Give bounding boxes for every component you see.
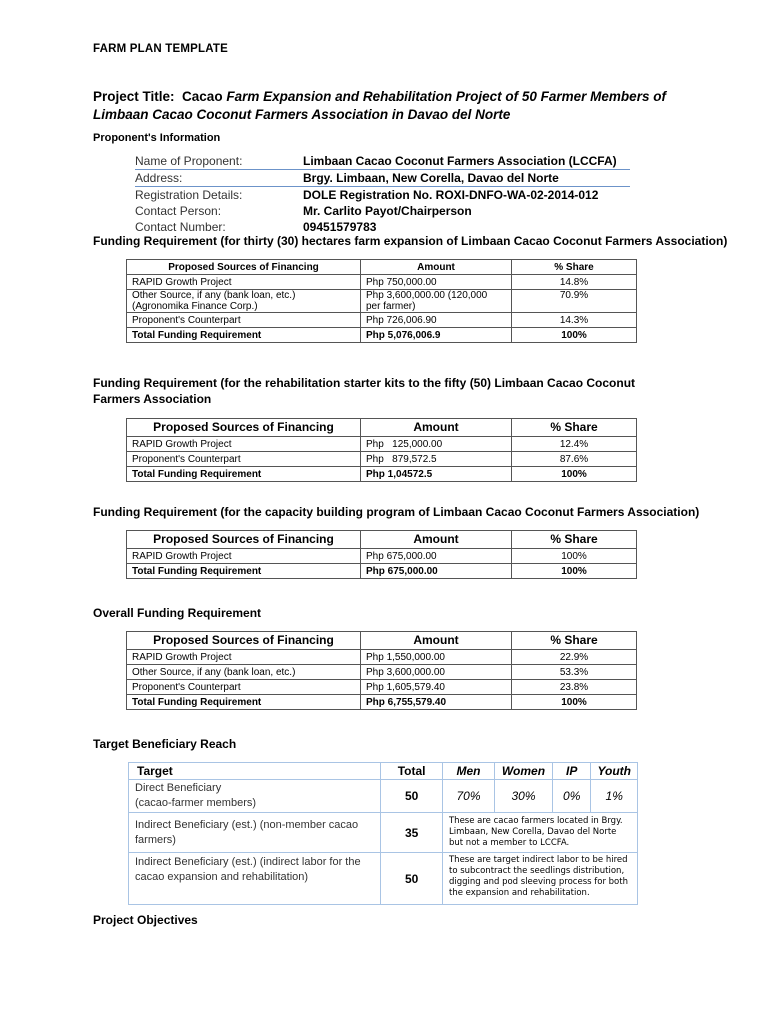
table-row bbox=[127, 290, 637, 313]
header-cell: Amount bbox=[361, 260, 512, 275]
table-header-row bbox=[127, 531, 637, 549]
header-cell: % Share bbox=[512, 632, 637, 650]
table-cell: RAPID Growth Project bbox=[127, 650, 361, 665]
table-cell: Total Funding Requirement bbox=[127, 564, 361, 579]
proponent-row bbox=[135, 153, 630, 169]
header-cell: % Share bbox=[512, 531, 637, 549]
total-row bbox=[127, 467, 637, 482]
table-row bbox=[127, 650, 637, 665]
table-row bbox=[129, 780, 638, 813]
table-cell: 12.4% bbox=[512, 437, 637, 452]
table-cell bbox=[127, 290, 361, 313]
table-cell: 87.6% bbox=[512, 452, 637, 467]
proponent-value: Limbaan Cacao Coconut Farmers Association (LCCFA) bbox=[303, 154, 617, 168]
total-cell: 50 bbox=[381, 853, 443, 905]
cell-line: (Agronomika Finance Corp.) bbox=[132, 301, 258, 312]
proponent-key: Name of Proponent: bbox=[135, 154, 243, 168]
header-cell: Amount bbox=[361, 531, 512, 549]
table-cell: 100% bbox=[512, 695, 637, 710]
total-row bbox=[127, 564, 637, 579]
women-cell: 30% bbox=[495, 780, 553, 813]
table-row bbox=[127, 549, 637, 564]
table-cell: Other Source, if any (bank loan, etc.) bbox=[127, 665, 361, 680]
total-cell: 50 bbox=[381, 780, 443, 813]
proponent-value: Brgy. Limbaan, New Corella, Davao del Norte bbox=[303, 171, 559, 185]
table-header-row bbox=[127, 632, 637, 650]
target-line: Direct Beneficiary bbox=[135, 782, 222, 794]
proponent-value: 09451579783 bbox=[303, 220, 377, 234]
table-cell: Total Funding Requirement bbox=[127, 695, 361, 710]
header-cell: Total bbox=[381, 763, 443, 780]
header-cell: Youth bbox=[591, 763, 638, 780]
proponent-info bbox=[135, 153, 630, 235]
table-cell: Php 125,000.00 bbox=[361, 437, 512, 452]
beneficiary-table bbox=[128, 762, 638, 905]
table-cell: Proponent's Counterpart bbox=[127, 680, 361, 695]
target-cell: Indirect Beneficiary (est.) (non-member cacao farmers) bbox=[129, 813, 381, 853]
table-cell: Total Funding Requirement bbox=[127, 467, 361, 482]
project-title-label: Project Title: bbox=[93, 89, 175, 104]
header-cell: IP bbox=[552, 763, 591, 780]
table-cell: RAPID Growth Project bbox=[127, 549, 361, 564]
table-cell: Php 6,755,579.40 bbox=[361, 695, 512, 710]
cell-line: Other Source, if any (bank loan, etc.) bbox=[132, 290, 296, 301]
table-cell: 70.9% bbox=[512, 290, 637, 313]
cell-line: Php 3,600,000.00 (120,000 bbox=[366, 290, 488, 301]
note-cell: These are target indirect labor to be hired to subcontract the seedlings distribution, digging and pod sleeving process for both the expansion and rehabilitation. bbox=[442, 853, 637, 905]
table-header-row bbox=[127, 419, 637, 437]
table-cell: Php 879,572.5 bbox=[361, 452, 512, 467]
table-cell: 53.3% bbox=[512, 665, 637, 680]
table-cell: Php 5,076,006.9 bbox=[361, 328, 512, 343]
funding1-table bbox=[126, 259, 637, 343]
table-row bbox=[127, 275, 637, 290]
table-row bbox=[127, 452, 637, 467]
note-cell: These are cacao farmers located in Brgy. Limbaan, New Corella, Davao del Norte but not a member to LCCFA. bbox=[442, 813, 637, 853]
beneficiary-heading: Target Beneficiary Reach bbox=[93, 737, 237, 751]
project-title bbox=[93, 88, 693, 123]
table-cell: 100% bbox=[512, 328, 637, 343]
table-cell: Proponent's Counterpart bbox=[127, 452, 361, 467]
table-cell: Php 675,000.00 bbox=[361, 549, 512, 564]
proponent-key: Registration Details: bbox=[135, 188, 243, 202]
target-cell bbox=[129, 780, 381, 813]
cell-line: per farmer) bbox=[366, 301, 416, 312]
header-cell: Amount bbox=[361, 632, 512, 650]
table-row bbox=[129, 853, 638, 905]
funding2-table bbox=[126, 418, 637, 482]
header-cell: Proposed Sources of Financing bbox=[127, 531, 361, 549]
table-cell: Php 750,000.00 bbox=[361, 275, 512, 290]
table-row bbox=[127, 665, 637, 680]
table-cell: Total Funding Requirement bbox=[127, 328, 361, 343]
target-line: (cacao-farmer members) bbox=[135, 797, 257, 809]
header-cell: Proposed Sources of Financing bbox=[127, 260, 361, 275]
project-title-prefix: Cacao bbox=[182, 89, 223, 104]
table-cell bbox=[361, 290, 512, 313]
header-cell: % Share bbox=[512, 419, 637, 437]
proponent-key: Contact Number: bbox=[135, 220, 226, 234]
table-cell: 14.8% bbox=[512, 275, 637, 290]
table-cell: 22.9% bbox=[512, 650, 637, 665]
proponent-value: DOLE Registration No. ROXI-DNFO-WA-02-2014-012 bbox=[303, 188, 599, 202]
total-row bbox=[127, 695, 637, 710]
table-cell: Php 1,04572.5 bbox=[361, 467, 512, 482]
funding4-table bbox=[126, 631, 637, 710]
table-row bbox=[127, 680, 637, 695]
table-cell: 23.8% bbox=[512, 680, 637, 695]
table-cell: 100% bbox=[512, 549, 637, 564]
header-cell: Target bbox=[129, 763, 381, 780]
header-cell: Women bbox=[495, 763, 553, 780]
header-cell: Proposed Sources of Financing bbox=[127, 632, 361, 650]
table-cell: Proponent's Counterpart bbox=[127, 313, 361, 328]
funding1-heading: Funding Requirement (for thirty (30) hectares farm expansion of Limbaan Cacao Coconut Farmers Association) bbox=[93, 234, 728, 248]
table-cell: 14.3% bbox=[512, 313, 637, 328]
funding2-heading: Funding Requirement (for the rehabilitation starter kits to the fifty (50) Limbaan Cacao Coconut Farmers Association bbox=[93, 376, 636, 406]
table-cell: Php 3,600,000.00 bbox=[361, 665, 512, 680]
header-cell: Proposed Sources of Financing bbox=[127, 419, 361, 437]
proponent-key: Address: bbox=[135, 171, 183, 185]
proponent-heading: Proponent's Information bbox=[93, 132, 221, 144]
table-row bbox=[129, 813, 638, 853]
table-header-row bbox=[129, 763, 638, 780]
table-cell: RAPID Growth Project bbox=[127, 437, 361, 452]
target-cell: Indirect Beneficiary (est.) (indirect labor for the cacao expansion and rehabilitation) bbox=[129, 853, 381, 905]
project-title-text: Farm Expansion and Rehabilitation Project of 50 Farmer Members of Limbaan Cacao Coconut Farmers Association in Davao del Norte bbox=[93, 89, 666, 122]
proponent-key: Contact Person: bbox=[135, 204, 222, 218]
table-cell: Php 675,000.00 bbox=[361, 564, 512, 579]
proponent-row bbox=[135, 170, 630, 186]
table-row bbox=[127, 313, 637, 328]
funding3-table bbox=[126, 530, 637, 579]
table-cell: Php 726,006.90 bbox=[361, 313, 512, 328]
proponent-row bbox=[135, 203, 630, 219]
header-cell: Men bbox=[442, 763, 494, 780]
total-cell: 35 bbox=[381, 813, 443, 853]
table-cell: Php 1,550,000.00 bbox=[361, 650, 512, 665]
table-cell: RAPID Growth Project bbox=[127, 275, 361, 290]
funding3-heading: Funding Requirement (for the capacity building program of Limbaan Cacao Coconut Farmers Association) bbox=[93, 505, 700, 519]
total-row bbox=[127, 328, 637, 343]
table-cell: 100% bbox=[512, 564, 637, 579]
proponent-row bbox=[135, 219, 630, 235]
header-cell: % Share bbox=[512, 260, 637, 275]
table-row bbox=[127, 437, 637, 452]
table-cell: 100% bbox=[512, 467, 637, 482]
ip-cell: 0% bbox=[552, 780, 591, 813]
youth-cell: 1% bbox=[591, 780, 638, 813]
proponent-value: Mr. Carlito Payot/Chairperson bbox=[303, 204, 472, 218]
document-title: FARM PLAN TEMPLATE bbox=[93, 43, 228, 55]
table-header-row bbox=[127, 260, 637, 275]
objectives-heading: Project Objectives bbox=[93, 913, 198, 927]
funding4-heading: Overall Funding Requirement bbox=[93, 606, 262, 620]
table-cell: Php 1,605,579.40 bbox=[361, 680, 512, 695]
header-cell: Amount bbox=[361, 419, 512, 437]
men-cell: 70% bbox=[442, 780, 494, 813]
proponent-row bbox=[135, 187, 630, 203]
